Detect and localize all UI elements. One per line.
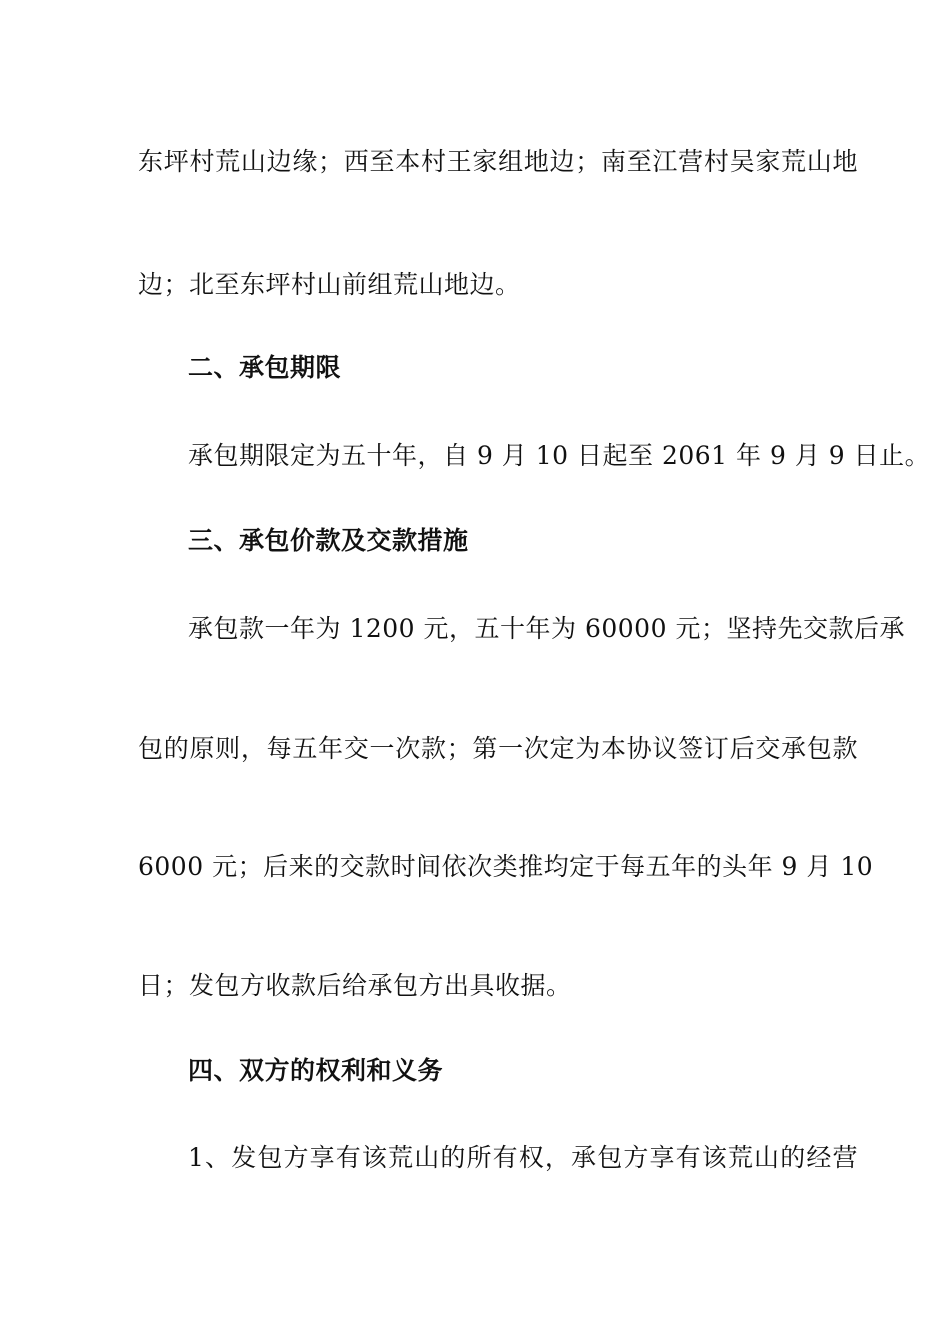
paragraph-line-payment-1: 承包款一年为 1200 元，五十年为 60000 元；坚持先交款后承 [188, 614, 905, 643]
section-heading-rights: 四、双方的权利和义务 [188, 1056, 444, 1085]
section-heading-term: 二、承包期限 [188, 353, 342, 382]
paragraph-line-1: 东坪村荒山边缘；西至本村王家组地边；南至江营村吴家荒山地 [138, 147, 858, 176]
paragraph-line-2: 边；北至东坪村山前组荒山地边。 [138, 270, 521, 299]
paragraph-line-rights-1: 1、发包方享有该荒山的所有权，承包方享有该荒山的经营 [188, 1143, 858, 1172]
paragraph-line-payment-4: 日；发包方收款后给承包方出具收据。 [138, 971, 572, 1000]
section-heading-payment: 三、承包价款及交款措施 [188, 526, 469, 555]
paragraph-line-payment-2: 包的原则，每五年交一次款；第一次定为本协议签订后交承包款 [138, 734, 858, 763]
paragraph-line-term: 承包期限定为五十年，自 9 月 10 日起至 2061 年 9 月 9 日止。 [188, 441, 931, 470]
paragraph-line-payment-3: 6000 元；后来的交款时间依次类推均定于每五年的头年 9 月 10 [138, 852, 874, 881]
